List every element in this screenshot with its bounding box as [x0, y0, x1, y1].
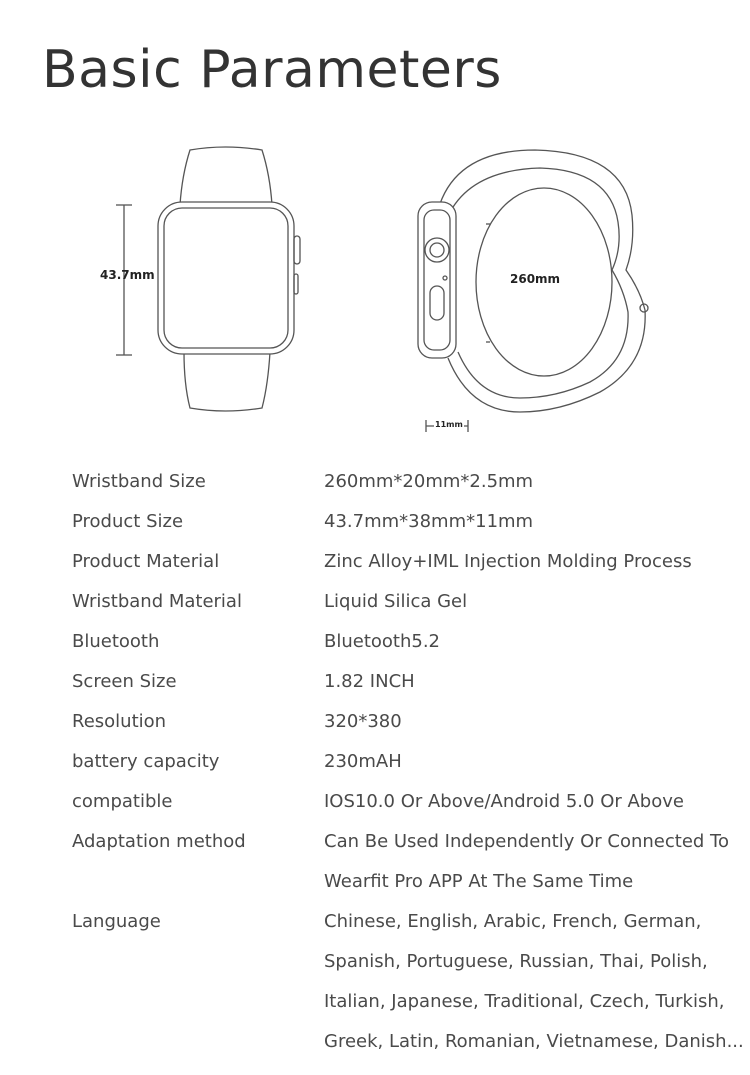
height-dimension-label: 43.7mm [100, 268, 155, 282]
spec-row [72, 702, 742, 742]
spec-label: Language [72, 911, 161, 932]
spec-row [72, 662, 742, 702]
spec-table [72, 462, 742, 1062]
spec-value: 260mm*20mm*2.5mm [324, 471, 534, 492]
spec-label: Product Size [72, 511, 184, 532]
spec-label: Bluetooth [72, 631, 160, 652]
spec-label: Product Material [72, 551, 220, 572]
spec-value: Italian, Japanese, Traditional, Czech, Turkish, [324, 991, 725, 1012]
spec-label: Screen Size [72, 671, 177, 692]
band-length-label: 260mm [510, 272, 561, 286]
spec-row [72, 582, 742, 622]
spec-value: Chinese, English, Arabic, French, German, [324, 911, 702, 932]
spec-label: battery capacity [72, 751, 220, 772]
spec-row [72, 622, 742, 662]
spec-value: 230mAH [324, 751, 402, 772]
spec-value: 1.82 INCH [324, 671, 415, 692]
spec-label: Resolution [72, 711, 167, 732]
page-title: Basic Parameters [42, 40, 502, 100]
spec-row [72, 822, 742, 902]
spec-value: Bluetooth5.2 [324, 631, 441, 652]
spec-value: Greek, Latin, Romanian, Vietnamese, Danish... [324, 1031, 744, 1052]
spec-value: Liquid Silica Gel [324, 591, 468, 612]
spec-value: Zinc Alloy+IML Injection Molding Process [324, 551, 692, 572]
spec-label: compatible [72, 791, 173, 812]
spec-row [72, 902, 742, 1062]
spec-row [72, 542, 742, 582]
spec-label: Wristband Material [72, 591, 242, 612]
spec-row [72, 502, 742, 542]
watch-front-view-icon [0, 130, 750, 450]
thickness-dimension-label: 11mm [435, 420, 463, 429]
spec-value: IOS10.0 Or Above/Android 5.0 Or Above [324, 791, 684, 812]
spec-value: Spanish, Portuguese, Russian, Thai, Polish, [324, 951, 708, 972]
watch-dimension-diagram [0, 130, 750, 450]
spec-label: Wristband Size [72, 471, 206, 492]
spec-value: 43.7mm*38mm*11mm [324, 511, 534, 532]
spec-value: 320*380 [324, 711, 402, 732]
spec-row [72, 462, 742, 502]
spec-row [72, 742, 742, 782]
spec-value: Can Be Used Independently Or Connected To [324, 831, 729, 852]
spec-row [72, 782, 742, 822]
spec-value: Wearfit Pro APP At The Same Time [324, 871, 634, 892]
spec-label: Adaptation method [72, 831, 246, 852]
